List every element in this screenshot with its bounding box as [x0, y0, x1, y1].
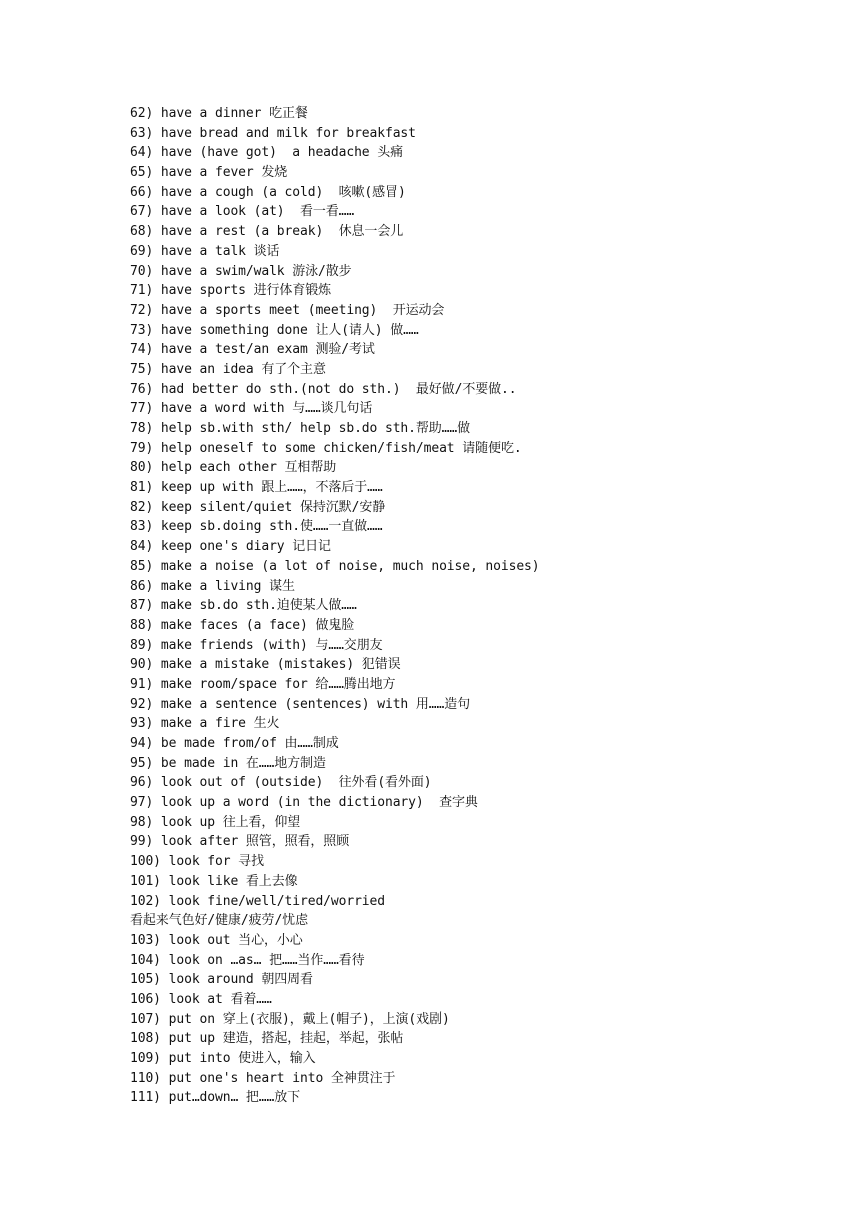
list-item: 104) look on …as… 把……当作……看待: [130, 952, 365, 968]
list-item: 84) keep one's diary 记日记: [130, 539, 331, 555]
list-item: 92) make a sentence (sentences) with 用……造句: [130, 696, 471, 712]
list-item: 86) make a living 谋生: [130, 578, 295, 594]
list-item: 105) look around 朝四周看: [130, 972, 313, 988]
list-item: 78) help sb.with sth/ help sb.do sth.帮助……做: [130, 421, 471, 436]
list-item: 82) keep silent/quiet 保持沉默/安静: [130, 499, 386, 515]
list-item: 98) look up 往上看，仰望: [130, 814, 301, 830]
list-item: 94) be made from/of 由……制成: [130, 736, 339, 751]
list-item: 95) be made in 在……地方制造: [130, 755, 326, 771]
list-item: 74) have a test/an exam 测验/考试: [130, 342, 375, 358]
list-item: 107) put on 穿上(衣服)，戴上(帽子)，上演(戏剧): [130, 1011, 450, 1027]
list-item: 71) have sports 进行体育锻炼: [130, 283, 332, 299]
list-item: 62) have a dinner 吃正餐: [130, 106, 308, 121]
list-item: 101) look like 看上去像: [130, 873, 298, 889]
list-item: 99) look after 照管，照看，照顾: [130, 834, 350, 850]
phrase-list: [130, 104, 830, 1108]
list-item: 81) keep up with 跟上……，不落后于……: [130, 480, 383, 496]
list-item: 69) have a talk 谈话: [130, 243, 280, 259]
list-item: 102) look fine/well/tired/worried: [130, 893, 385, 909]
list-item: 111) put…down… 把……放下: [130, 1090, 301, 1106]
list-item: 87) make sb.do sth.迫使某人做……: [130, 598, 357, 614]
list-item: 63) have bread and milk for breakfast: [130, 125, 416, 141]
list-item: 88) make faces (a face) 做鬼脸: [130, 617, 355, 633]
list-item: 109) put into 使进入，输入: [130, 1051, 316, 1066]
list-item: 79) help oneself to some chicken/fish/meat 请随便吃.: [130, 440, 522, 456]
list-item: 65) have a fever 发烧: [130, 165, 288, 181]
list-item: 73) have something done 让人(请人) 做……: [130, 322, 419, 338]
list-item: 103) look out 当心，小心: [130, 932, 303, 948]
list-item: 90) make a mistake (mistakes) 犯错误: [130, 657, 401, 673]
list-item: 68) have a rest (a break) 休息一会儿: [130, 224, 404, 240]
list-item: 91) make room/space for 给……腾出地方: [130, 676, 396, 692]
list-item: 67) have a look (at) 看一看……: [130, 204, 355, 220]
list-item: 看起来气色好/健康/疲劳/忧虑: [130, 913, 308, 929]
list-item: 89) make friends (with) 与……交朋友: [130, 637, 383, 653]
list-item: 72) have a sports meet (meeting) 开运动会: [130, 302, 445, 318]
list-item: 66) have a cough (a cold) 咳嗽(感冒): [130, 184, 406, 200]
list-item: 64) have (have got) a headache 头痛: [130, 145, 404, 161]
list-item: 76) had better do sth.(not do sth.) 最好做/不要做..: [130, 381, 517, 397]
list-item: 93) make a fire 生火: [130, 716, 280, 732]
list-item: 80) help each other 互相帮助: [130, 460, 337, 476]
list-item: 100) look for 寻找: [130, 854, 264, 870]
list-item: 77) have a word with 与……谈几句话: [130, 401, 373, 417]
list-item: 110) put one's heart into 全神贯注于: [130, 1070, 396, 1086]
list-item: 75) have an idea 有了个主意: [130, 361, 326, 377]
list-item: 108) put up 建造，搭起，挂起，举起，张帖: [130, 1031, 404, 1047]
list-item: 96) look out of (outside) 往外看(看外面): [130, 775, 432, 791]
list-item: 85) make a noise (a lot of noise, much noise, noises): [130, 558, 540, 574]
list-item: 83) keep sb.doing sth.使……一直做……: [130, 519, 383, 535]
list-item: 70) have a swim/walk 游泳/散步: [130, 263, 352, 279]
list-item: 97) look up a word (in the dictionary) 查字典: [130, 795, 478, 811]
list-item: 106) look at 看着……: [130, 991, 272, 1007]
